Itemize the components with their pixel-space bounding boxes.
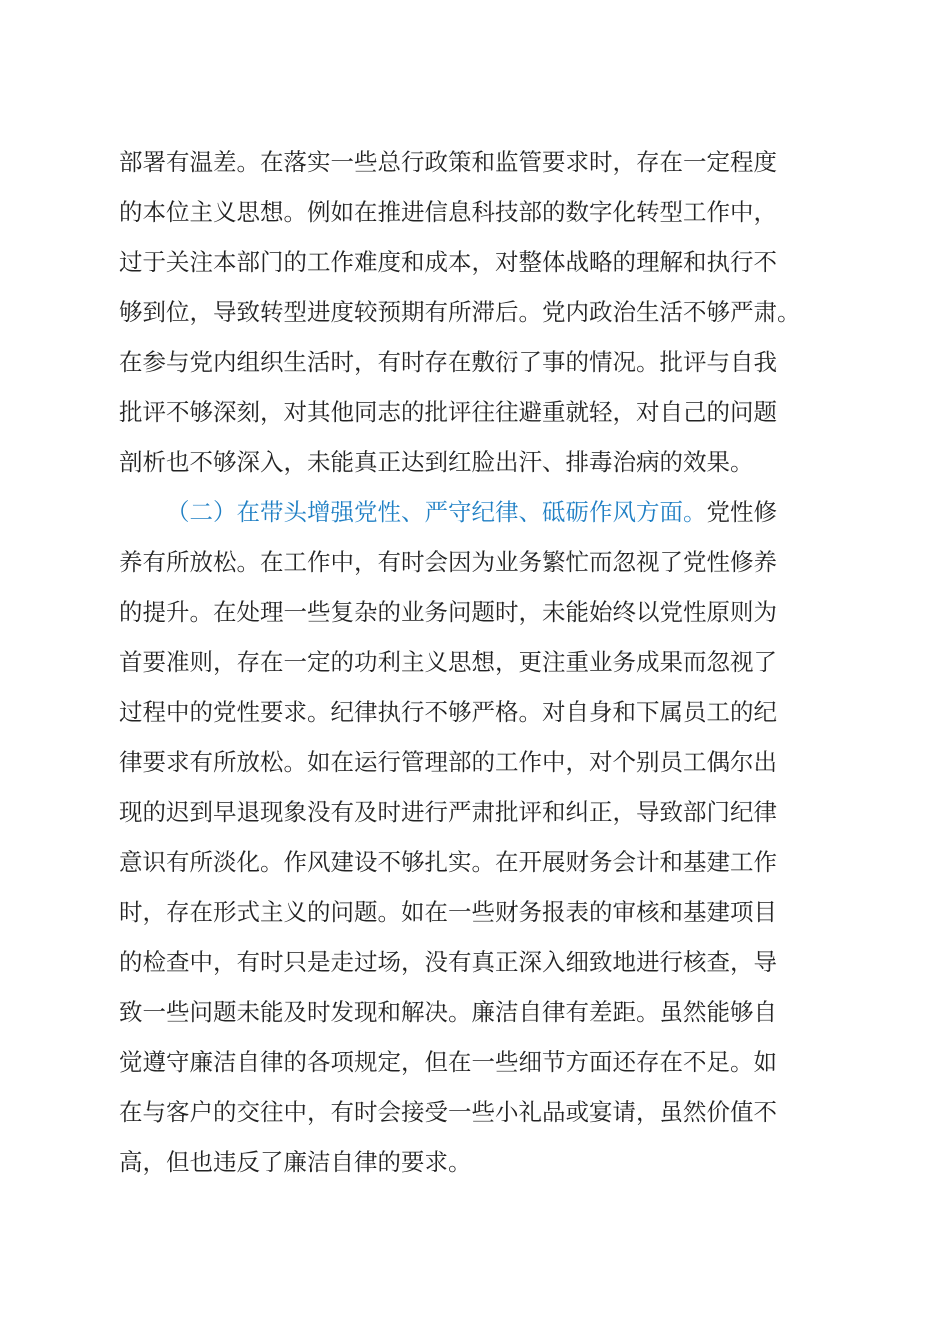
paragraph-line: 在与客户的交往中，有时会接受一些小礼品或宴请，虽然价值不	[119, 1098, 777, 1126]
section-heading-continuation: 党性修	[706, 498, 777, 526]
paragraph-line: 意识有所淡化。作风建设不够扎实。在开展财务会计和基建工作	[119, 848, 777, 876]
paragraph-line: 致一些问题未能及时发现和解决。廉洁自律有差距。虽然能够自	[119, 998, 777, 1026]
paragraph-line: 现的迟到早退现象没有及时进行严肃批评和纠正，导致部门纪律	[119, 798, 777, 826]
paragraph-line: 够到位，导致转型进度较预期有所滞后。党内政治生活不够严肃。	[119, 298, 801, 326]
section-heading-line	[166, 488, 777, 537]
paragraph-line: 批评不够深刻，对其他同志的批评往往避重就轻，对自己的问题	[119, 398, 777, 426]
paragraph-line: 的本位主义思想。例如在推进信息科技部的数字化转型工作中，	[119, 198, 777, 226]
paragraph-line: 在参与党内组织生活时，有时存在敷衍了事的情况。批评与自我	[119, 348, 777, 376]
section-heading: （二）在带头增强党性、严守纪律、砥砺作风方面。	[166, 498, 707, 526]
paragraph-line: 时，存在形式主义的问题。如在一些财务报表的审核和基建项目	[119, 898, 777, 926]
paragraph-line: 剖析也不够深入，未能真正达到红脸出汗、排毒治病的效果。	[119, 448, 754, 476]
paragraph-line: 律要求有所放松。如在运行管理部的工作中，对个别员工偶尔出	[119, 748, 777, 776]
paragraph-line: 觉遵守廉洁自律的各项规定，但在一些细节方面还存在不足。如	[119, 1048, 777, 1076]
paragraph-line: 养有所放松。在工作中，有时会因为业务繁忙而忽视了党性修养	[119, 548, 777, 576]
paragraph-line: 部署有温差。在落实一些总行政策和监管要求时，存在一定程度	[119, 148, 777, 176]
paragraph-line: 过于关注本部门的工作难度和成本，对整体战略的理解和执行不	[119, 248, 777, 276]
paragraph-line: 的提升。在处理一些复杂的业务问题时，未能始终以党性原则为	[119, 598, 777, 626]
paragraph-line: 高，但也违反了廉洁自律的要求。	[119, 1148, 472, 1176]
paragraph-line: 的检查中，有时只是走过场，没有真正深入细致地进行核查，导	[119, 948, 777, 976]
paragraph-line: 过程中的党性要求。纪律执行不够严格。对自身和下属员工的纪	[119, 698, 777, 726]
paragraph-line: 首要准则，存在一定的功利主义思想，更注重业务成果而忽视了	[119, 648, 777, 676]
